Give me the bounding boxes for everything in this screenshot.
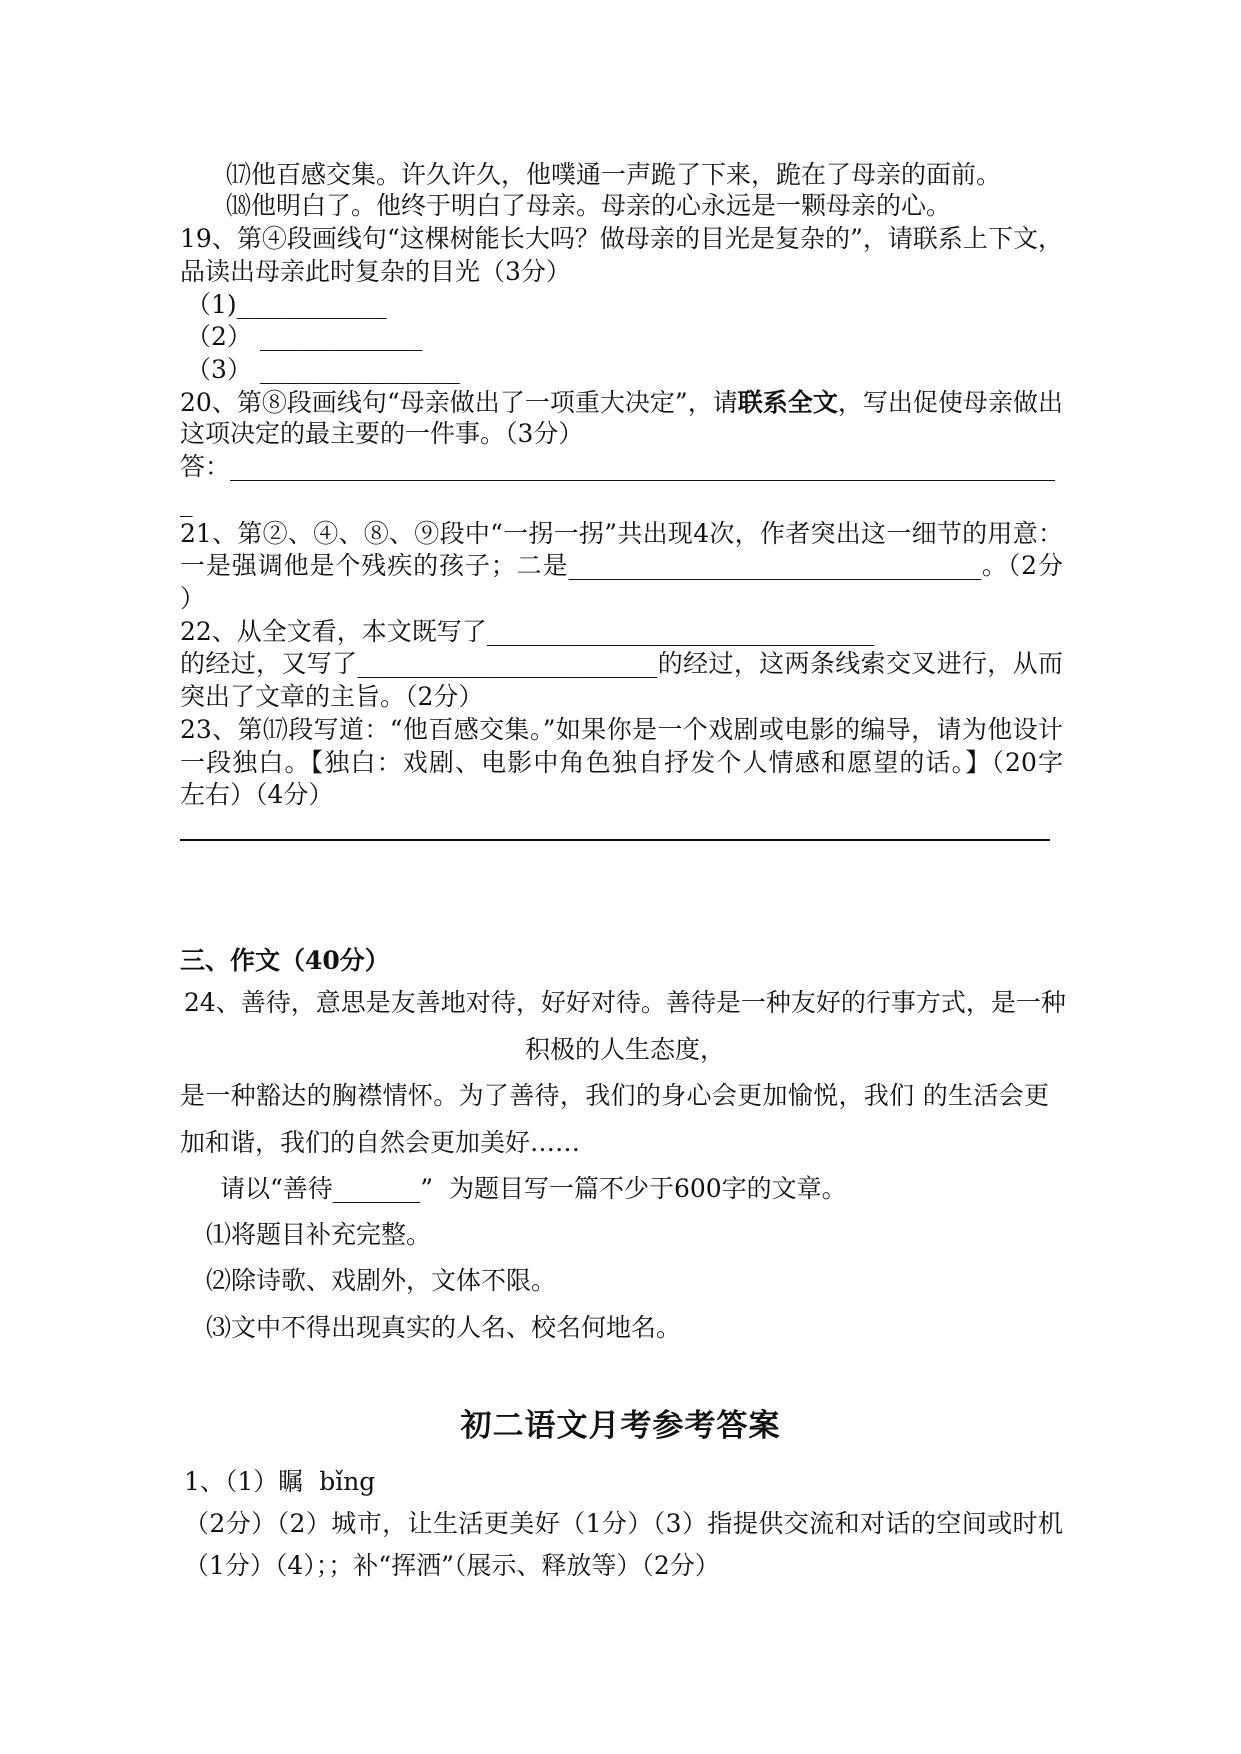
composition-prompt-line-1: 24、善待，意思是友善地对待，好好对待。善待是一种友好的行事方式，是一种 [184, 988, 1066, 1017]
question-20-bold-phrase: 联系全文 [737, 388, 838, 417]
question-23-line-3: 左右）（4分） [180, 780, 334, 809]
question-21-line-1: 21、第②、④、⑧、⑨段中“一拐一拐”共出现4次，作者突出这一细节的用意： [180, 519, 1063, 548]
paragraph-18: ⒅他明白了。他终于明白了母亲。母亲的心永远是一颗母亲的心。 [226, 191, 952, 220]
question-19-blank-3: （3） ________________ [186, 355, 460, 384]
composition-heading: 三、作文（40分） [180, 946, 390, 975]
question-20-line-2: 这项决定的最主要的一件事。（3分） [180, 419, 584, 448]
answer-key-title: 初二语文月考参考答案 [460, 1408, 781, 1444]
question-21-line-2: 一是强调他是个残疾的孩子；二是_________________________________。（2分 [180, 551, 1063, 580]
question-20-answer-line: 答：__________________________________________________________________ [180, 452, 1056, 481]
answer-key-line-3: （1分）（4）；；补“挥洒”（展示、释放等）（2分） [184, 1551, 720, 1580]
question-19-line-2: 品读出母亲此时复杂的目光（3分） [180, 257, 571, 286]
question-20-answer-overflow: _ [180, 488, 193, 517]
composition-prompt-line-4: 加和谐，我们的自然会更加美好…… [180, 1128, 581, 1157]
composition-requirement-1: ⑴将题目补充完整。 [206, 1220, 432, 1249]
question-20-text-end: ，写出促使母亲做出 [837, 388, 1063, 417]
composition-instruction: 请以“善待_______” 为题目写一篇不少于600字的文章。 [220, 1174, 847, 1203]
question-22-line-1: 22、从全文看，本文既写了_______________________________ [180, 617, 875, 646]
question-22-line-3: 突出了文章的主旨。（2分） [180, 682, 484, 711]
question-20-line-1 [180, 389, 1063, 417]
question-23-line-1: 23、第⒄段写道：“他百感交集。”如果你是一个戏剧或电影的编导，请为他设计 [180, 715, 1063, 744]
question-19-line-1: 19、第④段画线句“这棵树能长大吗？做母亲的目光是复杂的”，请联系上下文， [180, 224, 1063, 253]
question-21-line-3: ） [180, 584, 206, 613]
composition-requirement-3: ⑶文中不得出现真实的人名、校名何地名。 [206, 1313, 682, 1342]
question-19-blank-1: （1)____________ [186, 290, 387, 319]
paragraph-17: ⒄他百感交集。许久许久，他噗通一声跪了下来，跪在了母亲的面前。 [226, 160, 1002, 189]
composition-prompt-line-2: 积极的人生态度， [525, 1035, 726, 1064]
question-19-blank-2: （2） _____________ [186, 322, 423, 351]
answer-key-line-1: 1、（1）瞩 bǐng [184, 1467, 376, 1496]
composition-prompt-line-3: 是一种豁达的胸襟情怀。为了善待，我们的身心会更加愉悦，我们 的生活会更 [180, 1081, 1049, 1110]
answer-key-line-2: （2分）（2）城市，让生活更美好（1分）（3）指提供交流和对话的空间或时机 [184, 1509, 1063, 1538]
question-22-line-2: 的经过，又写了________________________的经过，这两条线索交叉进行，从而 [180, 649, 1063, 678]
composition-requirement-2: ⑵除诗歌、戏剧外，文体不限。 [206, 1266, 557, 1295]
question-23-line-2: 一段独白。【独白：戏剧、电影中角色独自抒发个人情感和愿望的话。】（20字 [180, 748, 1063, 777]
answer-rule [180, 839, 1050, 841]
question-20-text-start: 20、第⑧段画线句“母亲做出了一项重大决定”，请 [180, 388, 738, 417]
